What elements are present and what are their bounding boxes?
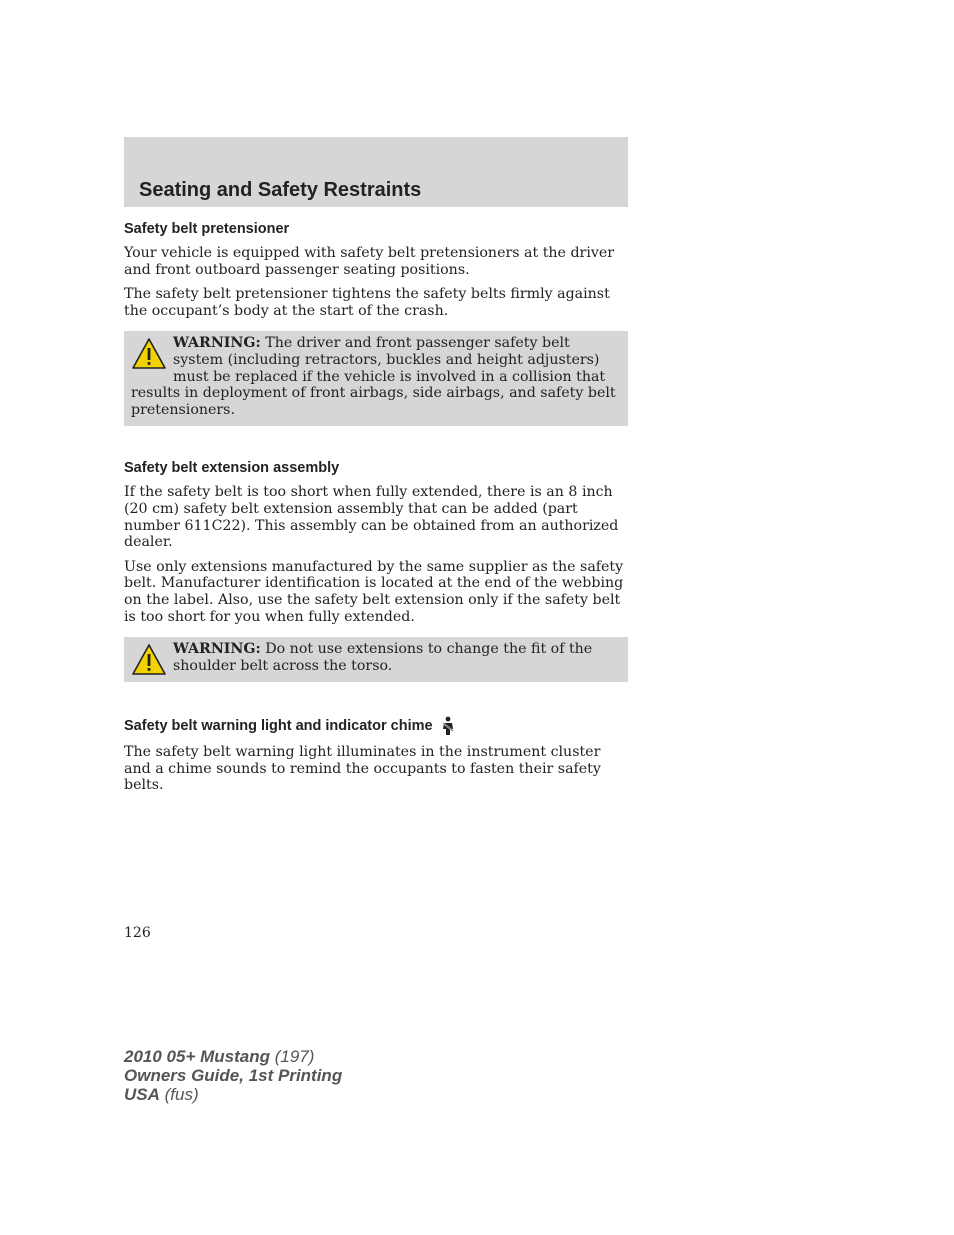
paragraph: Use only extensions manufactured by the same supplier as the safety belt. Manufacturer identification is located at the end of the webbing on the label. Also, use the safety belt extension only if the safety belt is too short for you when fully extended. <box>124 558 624 625</box>
heading-warning-light-chime: Safety belt warning light and indicator chime <box>124 718 433 735</box>
paragraph: The safety belt pretensioner tightens the safety belts firmly against the occupant’s body at the start of the crash. <box>124 286 610 319</box>
warning-triangle-icon <box>131 643 167 677</box>
warning-box <box>124 331 628 426</box>
paragraph: If the safety belt is too short when fully extended, there is an 8 inch (20 cm) safety belt extension assembly that can be added (part number 611C22). This assembly can be obtained from an authorized dealer. <box>124 484 619 551</box>
heading-pretensioner: Safety belt pretensioner <box>124 221 290 237</box>
page-content <box>124 221 628 802</box>
warning-label: WARNING: <box>173 641 261 658</box>
warning-box <box>124 637 628 682</box>
warning-text: The driver and front passenger safety belt system (including retractors, buckles and height adjusters) must be replaced if the vehicle is involved in a collision that results in deployment of front airbags, side airbags, and safety belt pretensioners. <box>131 335 616 418</box>
paragraph: The safety belt warning light illuminates in the instrument cluster and a chime sounds to remind the occupants to fasten their safety belts. <box>124 744 601 794</box>
warning-label: WARNING: <box>173 335 261 352</box>
seatbelt-person-icon <box>439 716 457 736</box>
heading-extension-assembly: Safety belt extension assembly <box>124 460 340 477</box>
warning-text: Do not use extensions to change the fit of the shoulder belt across the torso. <box>173 641 593 674</box>
warning-triangle-icon <box>131 337 167 371</box>
footer-model-code: (197) <box>270 1047 315 1066</box>
footer-market-code: (fus) <box>159 1085 199 1104</box>
footer-model: 2010 05+ Mustang <box>124 1047 270 1066</box>
page-number: 126 <box>124 925 151 941</box>
paragraph: Your vehicle is equipped with safety belt pretensioners at the driver and front outboard passenger seating positions. <box>124 245 615 278</box>
section-title: Seating and Safety Restraints <box>139 179 422 201</box>
footer-market: USA <box>124 1085 160 1104</box>
section-header-band <box>124 137 628 207</box>
footer-edition: Owners Guide, 1st Printing <box>124 1066 343 1085</box>
document-footer <box>124 1047 342 1104</box>
